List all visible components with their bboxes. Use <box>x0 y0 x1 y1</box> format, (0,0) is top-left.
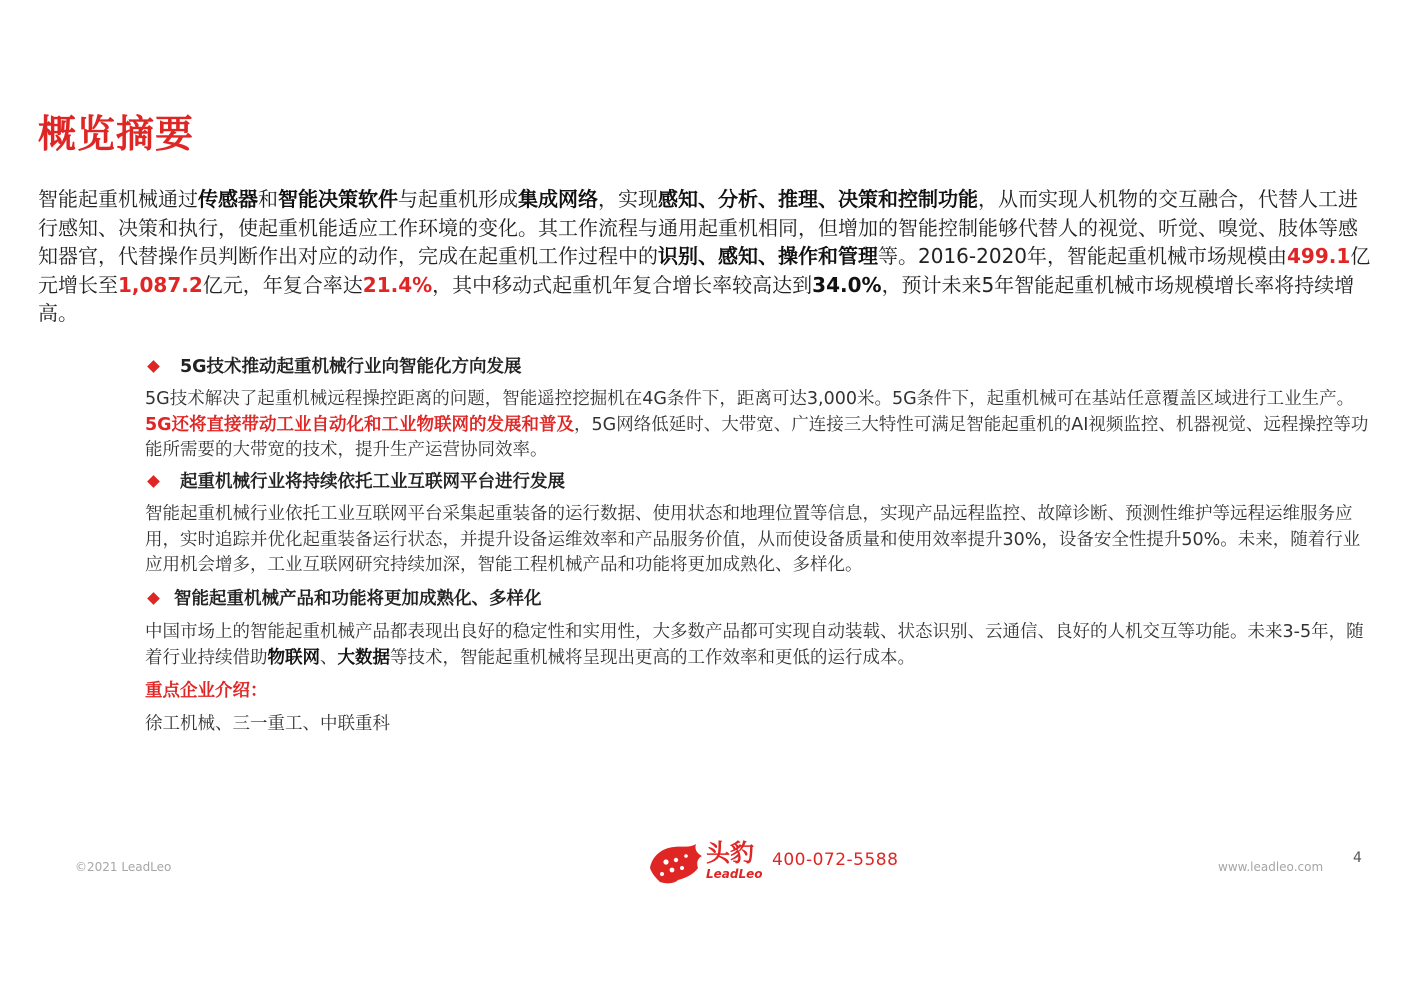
diamond-bullet-icon <box>147 592 160 605</box>
website-url: www.leadleo.com <box>1218 860 1324 874</box>
brand-name-cn: 头豹 <box>706 839 754 867</box>
section-heading-iiot: 起重机械行业将持续依托工业互联网平台进行发展 <box>145 470 565 494</box>
page-title: 概览摘要 <box>38 112 195 156</box>
page-number: 4 <box>1353 850 1362 866</box>
copyright: ©2021 LeadLeo <box>75 860 172 874</box>
section-paragraph-product: 中国市场上的智能起重机械产品都表现出良好的稳定性和实用性，大多数产品都可实现自动装载、状态识别、云通信、良好的人机交互等功能。未来3-5年，随着行业持续借助物联网、大数据等技术，智能起重机械将呈现出更高的工作效率和更低的运行成本。 <box>145 622 1364 668</box>
key-companies-list: 徐工机械、三一重工、中联重科 <box>145 714 390 734</box>
key-companies-label: 重点企业介绍： <box>145 681 268 701</box>
section-paragraph-iiot: 智能起重机械行业依托工业互联网平台采集起重装备的运行数据、使用状态和地理位置等信息，实现产品远程监控、故障诊断、预测性维护等远程运维服务应用，实时追踪并优化起重装备运行状态，并提升设备运维效率和产品服务价值，从而使设备质量和使用效率提升30%，设备安全性提升50%。未来，随着行业应用机会增多，工业互联网研究持续加深，智能工程机械产品和功能将更加成熟化、多样化。 <box>145 504 1361 575</box>
section-heading-5g: 5G技术推动起重机械行业向智能化方向发展 <box>145 355 522 379</box>
mobile-crane-cagr: 34.0% <box>812 272 882 297</box>
diamond-bullet-icon <box>147 475 160 488</box>
section-heading-product: 智能起重机械产品和功能将更加成熟化、多样化 <box>145 587 542 611</box>
section-paragraph-5g: 5G技术解决了起重机械远程操控距离的问题，智能遥控挖掘机在4G条件下，距离可达3,000米。5G条件下，起重机械可在基站任意覆盖区域进行工业生产。5G还将直接带动工业自动化和工业物联网的发展和普及，5G网络低延时、大带宽、广连接三大特性可满足智能起重机的AI视频监控、机器视觉、远程操控等功能所需要的大带宽的技术，提升生产运营协同效率。 <box>145 389 1369 460</box>
phone-number: 400-072-5588 <box>772 850 899 870</box>
market-size-2016: 499.1 <box>1287 244 1351 268</box>
diamond-bullet-icon <box>147 360 160 373</box>
market-size-2020: 1,087.2 <box>118 272 203 297</box>
intro-paragraph: 智能起重机械通过传感器和智能决策软件与起重机形成集成网络，实现感知、分析、推理、决策和控制功能，从而实现人机物的交互融合，代替人工进行感知、决策和执行，使起重机能适应工作环境的变化。其工作流程与通用起重机相同，但增加的智能控制能够代替人的视觉、听觉、嗅觉、肢体等感知器官，代替操作员判断作出对应的动作，完成在起重机工作过程中的识别、感知、操作和管理等。2016-2020年，智能起重机械市场规模由499.1亿元增长至1,087.2亿元，年复合率达21.4%，其中移动式起重机年复合增长率较高达到34.0%，预计未来5年智能起重机械市场规模增长率将持续增高。 <box>38 187 1371 325</box>
brand-name-en: LeadLeo <box>706 867 763 881</box>
cagr-value: 21.4% <box>362 272 433 297</box>
